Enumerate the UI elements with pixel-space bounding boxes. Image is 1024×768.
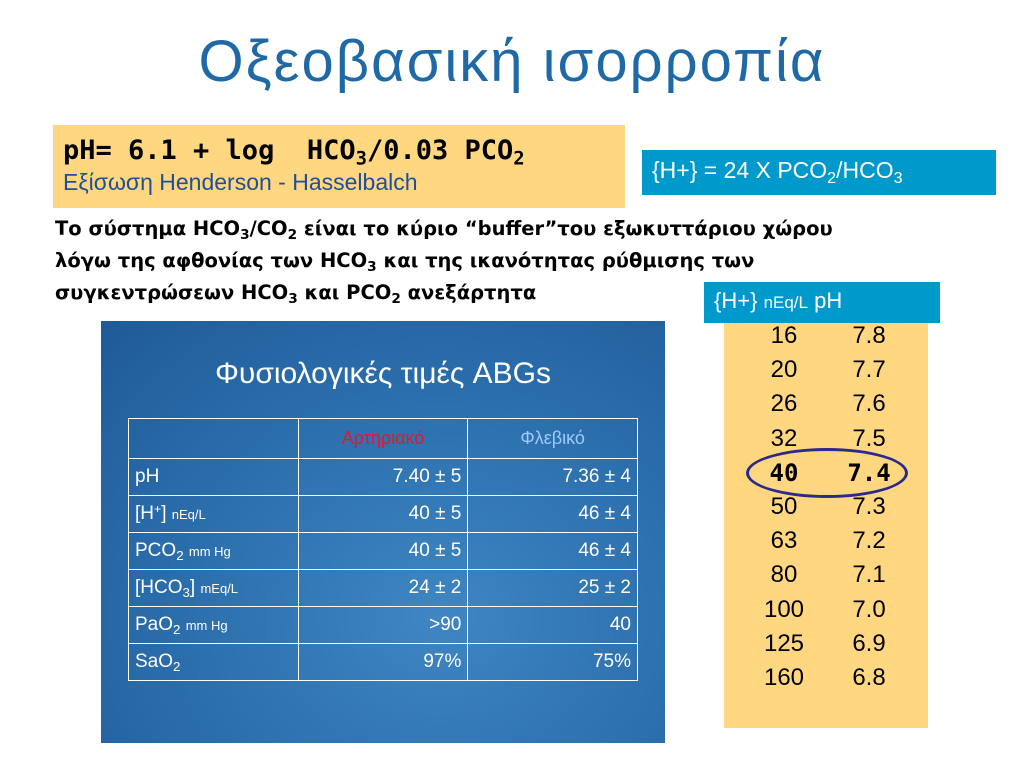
abg-table [128, 418, 638, 681]
abg-panel [101, 321, 665, 743]
equation-part: pH= 6.1 + log HCO [63, 135, 356, 166]
ph-value: 7.4 [847, 458, 891, 487]
buffer-line-2 [55, 245, 1015, 277]
abg-row-label [129, 533, 299, 570]
abg-venous-value: 75% [468, 644, 638, 681]
equation-subscript: 3 [355, 147, 367, 170]
abg-unit: nEq/L [171, 507, 206, 522]
equation-part: /0.03 PCO [366, 135, 514, 166]
abg-label-subscript: 2 [173, 621, 181, 637]
abg-venous-value: 25 ± 2 [468, 570, 638, 607]
abg-header-venous: Φλεβικό [468, 419, 638, 459]
abg-venous-value: 46 ± 4 [468, 496, 638, 533]
abg-arterial-value: 7.40 ± 5 [298, 459, 468, 496]
abg-unit: mm Hg [185, 618, 228, 633]
abg-row-label [129, 644, 299, 681]
ph-table-row [724, 390, 928, 424]
equation-subscript: 2 [513, 147, 525, 170]
text-subscript: 2 [391, 291, 401, 308]
text-part: /CO [249, 217, 288, 240]
ph-table-row [724, 664, 928, 698]
hplus-value: 40 [769, 458, 799, 487]
ph-value: 7.0 [852, 595, 886, 623]
ph-table-row [724, 356, 928, 390]
abg-label-text: PaO [135, 614, 174, 635]
ph-table-row [724, 630, 928, 664]
abg-venous-value: 46 ± 4 [468, 533, 638, 570]
abg-label-text: [HCO [135, 577, 183, 598]
abg-row [129, 533, 638, 570]
hplus-value: 63 [770, 527, 798, 555]
text-subscript: 3 [240, 227, 250, 244]
header-unit: nEq/L [763, 293, 808, 312]
text-part: και της ικανότητας ρύθμισης των [376, 249, 755, 272]
abg-header-empty [129, 419, 299, 459]
ph-table-row [724, 322, 928, 356]
formula-part: {H+} = 24 X PCO [652, 157, 828, 183]
abg-row-label [129, 459, 299, 496]
formula-subscript: 2 [827, 168, 837, 187]
slide-title: Οξεοβασική ισορροπία [198, 29, 826, 94]
abg-unit: mm Hg [188, 544, 231, 559]
ph-value: 6.9 [852, 629, 886, 657]
ph-value: 7.3 [852, 493, 886, 520]
abg-title: Φυσιολογικές τιμές ABGs [214, 357, 552, 390]
hplus-value: 50 [770, 493, 798, 520]
ph-value: 7.6 [852, 390, 886, 418]
ph-table-row [724, 527, 928, 561]
ph-value: 6.8 [852, 664, 886, 691]
equation-caption: Εξίσωση Henderson - Hasselbalch [63, 169, 418, 195]
text-subscript: 3 [288, 291, 298, 308]
ph-table-row [724, 493, 928, 527]
abg-arterial-value: >90 [298, 607, 468, 644]
abg-row [129, 644, 638, 681]
hplus-value: 32 [770, 424, 798, 452]
abg-header-row [129, 419, 638, 459]
abg-label-text: ] [161, 503, 172, 524]
text-part: και PCO [297, 281, 392, 304]
ph-value: 7.5 [852, 424, 886, 452]
henderson-equation-box [53, 125, 625, 208]
abg-header-arterial: Αρτηριακό [298, 419, 468, 459]
henderson-equation [63, 135, 615, 170]
hplus-formula-box [642, 150, 996, 195]
text-subscript: 3 [367, 259, 377, 276]
hplus-value: 26 [770, 390, 798, 418]
hplus-value: 20 [770, 356, 798, 384]
header-ph: pH [814, 288, 843, 313]
ph-table-row [724, 561, 928, 595]
abg-label-subscript: 3 [182, 584, 190, 600]
highlight-circle [746, 448, 908, 498]
ph-value: 7.1 [852, 561, 886, 589]
text-subscript: 2 [287, 227, 298, 244]
abg-venous-value: 7.36 ± 4 [468, 459, 638, 496]
abg-arterial-value: 40 ± 5 [298, 496, 468, 533]
text-part: λόγω της αφθονίας των HCO [55, 249, 368, 272]
abg-label-text: PCO [135, 540, 177, 561]
abg-label-subscript: 2 [173, 658, 181, 674]
abg-row [129, 496, 638, 533]
header-hplus: {H+} [714, 288, 758, 313]
abg-arterial-value: 24 ± 2 [298, 570, 468, 607]
buffer-line-1 [55, 213, 1015, 245]
abg-label-text: SaO [135, 651, 174, 672]
hplus-value: 16 [770, 322, 798, 349]
abg-row [129, 607, 638, 644]
abg-row-label [129, 570, 299, 607]
text-part: Το σύστημα HCO [55, 217, 241, 240]
ph-value: 7.2 [852, 527, 886, 555]
hplus-value: 125 [763, 629, 805, 657]
ph-table-row [724, 596, 928, 630]
abg-arterial-value: 40 ± 5 [298, 533, 468, 570]
abg-row [129, 570, 638, 607]
text-part: συγκεντρώσεων HCO [55, 281, 289, 304]
formula-subscript: 3 [893, 168, 903, 187]
ph-table-header [704, 282, 940, 323]
text-part: είναι το κύριο “buffer”του εξωκυττάριου χώρου [297, 217, 833, 240]
abg-unit: mEq/L [200, 581, 239, 596]
abg-label-superscript: + [154, 501, 162, 516]
hplus-value: 80 [770, 561, 798, 589]
abg-venous-value: 40 [468, 607, 638, 644]
text-part: ανεξάρτητα [400, 281, 537, 304]
abg-row [129, 459, 638, 496]
hplus-value: 100 [763, 595, 805, 623]
abg-row-label [129, 496, 299, 533]
abg-label-text: pH [135, 466, 160, 487]
hplus-value: 160 [763, 664, 805, 691]
abg-label-text: [H [135, 503, 154, 524]
formula-part: /HCO [836, 157, 894, 183]
ph-value: 7.7 [852, 356, 886, 384]
abg-row-label [129, 607, 299, 644]
abg-label-subscript: 2 [176, 547, 184, 563]
ph-value: 7.8 [852, 322, 886, 349]
abg-table-body [129, 459, 638, 681]
abg-label-text: ] [189, 577, 201, 598]
abg-arterial-value: 97% [298, 644, 468, 681]
